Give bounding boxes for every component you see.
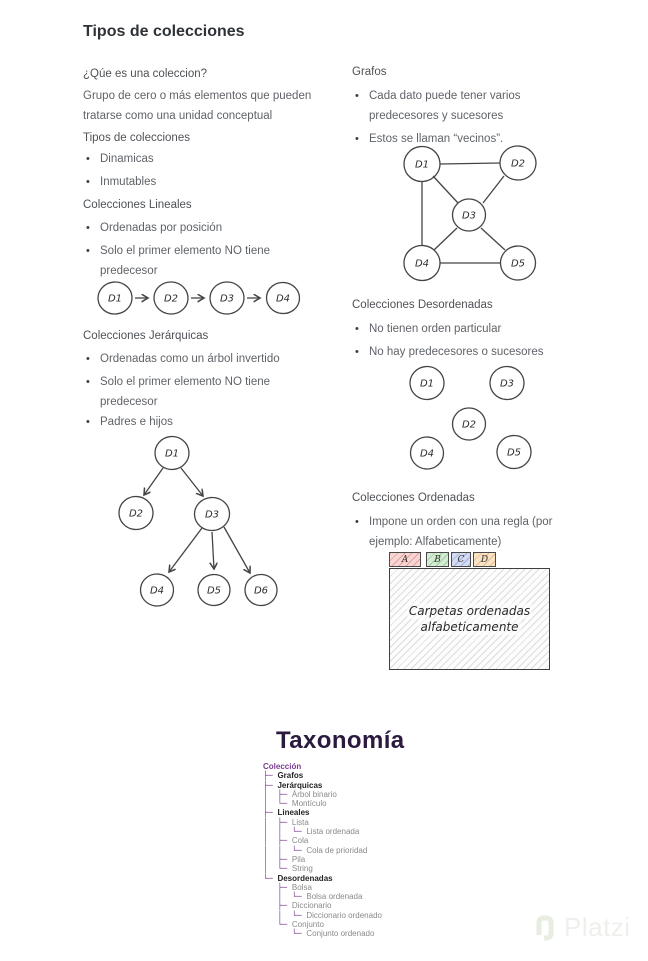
node-label: D4 [414, 258, 430, 270]
bullet-icon: • [86, 353, 90, 365]
taxonomy-label: Conjunto [291, 920, 324, 930]
ordenadas-bullet-list [352, 512, 614, 552]
list-item [83, 218, 335, 238]
node-label: D1 [164, 448, 180, 460]
bullet-text: No hay predecesores o sucesores [369, 346, 544, 358]
taxonomy-row: │ └─ Bolsa ordenada [263, 892, 363, 902]
node-label: D2 [461, 419, 477, 431]
taxonomy-label: Cola [291, 836, 309, 846]
unordered-collection-diagram [405, 362, 537, 474]
folder-caption-line: Carpetas ordenadas [408, 604, 531, 618]
folder-tab-label: C [457, 554, 465, 565]
node-label: D5 [206, 585, 222, 597]
taxonomy-label: Grafos [277, 771, 304, 781]
platzi-logo-icon [532, 913, 558, 943]
taxonomy-label: Lista ordenada [306, 827, 360, 837]
node-label: D3 [499, 378, 515, 390]
taxonomy-row: │ └─ Montículo [263, 799, 327, 809]
bullet-text: predecesores y sucesores [369, 110, 504, 122]
list-item [83, 149, 335, 169]
taxonomy-label: String [291, 864, 313, 874]
tree-collection-diagram [110, 432, 282, 610]
bullet-text: predecesor [100, 265, 158, 277]
intro-paragraph [83, 86, 335, 126]
list-item [352, 342, 614, 362]
graph-collection-diagram [400, 144, 540, 284]
taxonomy-row: │ └─ Diccionario ordenado [263, 910, 382, 920]
bullet-icon: • [355, 346, 359, 358]
desordenadas-bullet-list [352, 319, 614, 362]
paragraph-line: tratarse como una unidad conceptual [83, 110, 273, 122]
folder-tab-d [473, 552, 496, 567]
node-label: D1 [419, 378, 435, 390]
section-heading-tipos: Tipos de colecciones [83, 132, 190, 144]
bullet-icon: • [86, 245, 90, 257]
node-circle [118, 435, 278, 607]
bullet-icon: • [355, 90, 359, 102]
section-heading-desordenadas: Colecciones Desordenadas [352, 299, 493, 311]
list-item [83, 241, 335, 281]
bullet-icon: • [355, 133, 359, 145]
bullet-text: Solo el primer elemento NO tiene [100, 245, 271, 257]
taxonomy-row: │ ├─ Pila [263, 854, 306, 864]
list-item [352, 319, 614, 339]
taxonomy-row: │ ├─ Lista [263, 817, 309, 827]
folder-tab-a [389, 552, 421, 567]
platzi-wordmark: Platzi [564, 912, 631, 942]
taxonomy-label: Montículo [291, 799, 327, 809]
bullet-icon: • [86, 222, 90, 234]
section-heading-jerarquicas: Colecciones Jerárquicas [83, 330, 209, 342]
taxonomy-row: └─ Conjunto [263, 920, 324, 930]
bullet-icon: • [86, 176, 90, 188]
bullet-icon: • [86, 153, 90, 165]
node-label: D3 [204, 509, 220, 521]
section-heading-que-es: ¿Qúe es una coleccion? [83, 68, 208, 80]
grafos-bullet-list [352, 86, 614, 149]
taxonomy-row: ├─ Lineales [263, 808, 310, 818]
taxonomy-label: Conjunto ordenado [306, 929, 375, 939]
bullet-text: No tienen orden particular [369, 323, 502, 335]
node-label: D4 [149, 585, 165, 597]
right-column [352, 55, 614, 552]
list-item [352, 86, 614, 126]
linear-collection-diagram [94, 276, 306, 320]
taxonomy-label: Pila [291, 854, 306, 864]
bullet-text: Impone un orden con una regla (por [369, 516, 553, 528]
taxonomy-label: Jerárquicas [277, 780, 323, 790]
list-item [83, 172, 335, 192]
bullet-text: Padres e hijos [100, 416, 173, 428]
taxonomy-label: Cola de prioridad [306, 845, 368, 855]
folder-tab-label: A [401, 554, 409, 565]
bullet-icon: • [86, 376, 90, 388]
section-heading-lineales: Colecciones Lineales [83, 199, 192, 211]
jerarquicas-bullet-list [83, 349, 335, 432]
folder-caption-line: alfabeticamente [420, 620, 519, 634]
node-label: D6 [253, 585, 269, 597]
folder-body [389, 568, 550, 670]
folder-tab-label: D [480, 554, 489, 565]
node-label: D5 [510, 258, 526, 270]
folder-tab-c [451, 552, 471, 567]
taxonomy-row: └─ Desordenadas [263, 873, 333, 883]
taxonomy-row: ├─ Bolsa [263, 882, 312, 892]
taxonomy-row: │ │ └─ Lista ordenada [263, 827, 360, 837]
taxonomy-label: Desordenadas [277, 873, 333, 883]
bullet-text: predecesor [100, 396, 158, 408]
bullet-text: Inmutables [100, 176, 157, 188]
list-item [83, 412, 335, 432]
bullet-icon: • [355, 323, 359, 335]
taxonomy-label: Diccionario ordenado [306, 910, 382, 920]
taxonomy-row: │ ├─ Cola [263, 836, 309, 846]
platzi-watermark [532, 912, 631, 943]
paragraph-line: Grupo de cero o más elementos que pueden [83, 90, 312, 102]
taxonomy-row: │ └─ String [263, 864, 313, 874]
taxonomy-label: Bolsa ordenada [306, 892, 363, 902]
taxonomy-label: Bolsa [291, 882, 312, 892]
folder-tab-label: B [434, 554, 441, 565]
bullet-icon: • [355, 516, 359, 528]
taxonomy-label: Lineales [277, 808, 310, 818]
taxonomy-label: Colección [263, 762, 302, 771]
node-label: D2 [128, 508, 144, 520]
left-column [83, 58, 335, 432]
node-label: D2 [510, 158, 526, 170]
taxonomy-row: ├─ Diccionario [263, 901, 332, 911]
bullet-text: Cada dato puede tener varios [369, 90, 521, 102]
taxonomy-row: │ │ └─ Cola de prioridad [263, 845, 368, 855]
lineales-bullet-list [83, 218, 335, 281]
bullet-icon: • [86, 416, 90, 428]
bullet-text: Solo el primer elemento NO tiene [100, 376, 271, 388]
node-label: D2 [163, 293, 179, 305]
taxonomy-tree [263, 762, 382, 939]
list-item [83, 349, 335, 369]
taxonomy-title: Taxonomía [276, 727, 405, 754]
taxonomy-row: ├─ Grafos [263, 771, 304, 781]
edge-arrow [144, 468, 250, 573]
list-item [352, 512, 614, 552]
taxonomy-label: Árbol binario [291, 789, 337, 799]
taxonomy-row: │ ├─ Árbol binario [263, 789, 337, 799]
node-label: D3 [219, 293, 235, 305]
node-label: D1 [107, 293, 123, 305]
node-label: D4 [419, 448, 435, 460]
taxonomy-label: Lista [291, 817, 309, 827]
taxonomy-row: ├─ Jerárquicas [263, 780, 323, 790]
node-label: D1 [414, 159, 430, 171]
ordered-folders-drawing [389, 552, 553, 672]
node-label: D5 [506, 447, 522, 459]
folder-tab-b [426, 552, 449, 567]
section-heading-grafos: Grafos [352, 66, 387, 78]
bullet-text: Ordenadas por posición [100, 222, 223, 234]
taxonomy-row [263, 762, 382, 771]
bullet-text: Dinamicas [100, 153, 154, 165]
node-label: D4 [275, 293, 291, 305]
node-label: D3 [461, 210, 477, 222]
tipos-bullet-list [83, 149, 335, 192]
bullet-text: ejemplo: Alfabeticamente) [369, 536, 502, 548]
bullet-text: Ordenadas como un árbol invertido [100, 353, 280, 365]
section-heading-ordenadas: Colecciones Ordenadas [352, 492, 475, 504]
list-item [83, 372, 335, 412]
taxonomy-label: Diccionario [291, 901, 332, 911]
page-title: Tipos de colecciones [83, 23, 245, 40]
taxonomy-row: └─ Conjunto ordenado [263, 929, 375, 939]
bullet-text: Estos se llaman “vecinos”. [369, 133, 504, 145]
